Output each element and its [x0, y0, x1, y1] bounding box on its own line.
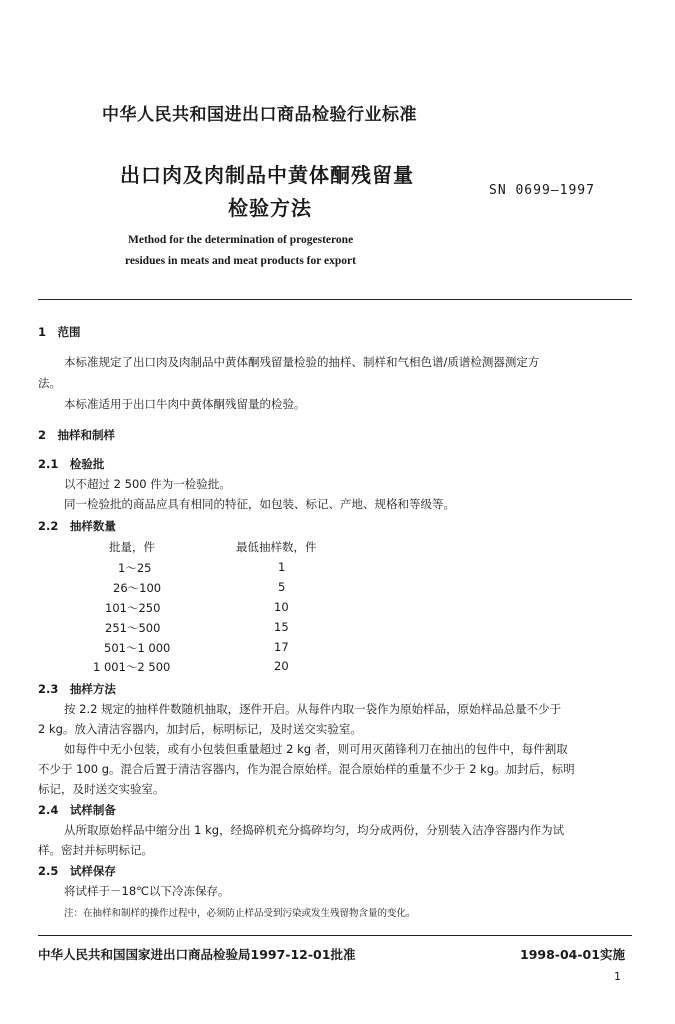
standard-number: SN 0699—1997 [489, 183, 595, 198]
section-2-5-heading: 2.5 试样保存 [38, 864, 116, 878]
page-number: 1 [614, 970, 621, 983]
doc-title-line2: 检验方法 [228, 196, 312, 220]
section-1-heading: 1 范围 [38, 325, 81, 339]
section-2-4-para1-cont: 样。密封并标明标记。 [38, 843, 153, 857]
section-2-heading: 2 抽样和制样 [38, 428, 116, 442]
table-lot-cell: 1 001～2 500 [93, 660, 171, 674]
section-2-3-para1-cont: 2 kg。放入清洁容器内，加封后，标明标记，及时送交实验室。 [38, 722, 362, 736]
section-2-1-line1: 以不超过 2 500 件为一检验批。 [64, 477, 231, 491]
table-lot-cell: 501～1 000 [104, 641, 171, 655]
header-divider [38, 299, 632, 300]
footer-divider [38, 935, 632, 936]
section-2-3-para1: 按 2.2 规定的抽样件数随机抽取，逐件开启。从每件内取一袋作为原始样品，原始样品总量不少于 [64, 702, 562, 716]
table-min-cell: 5 [278, 580, 286, 594]
table-min-cell: 15 [274, 620, 289, 634]
table-min-cell: 17 [274, 640, 289, 654]
english-title-line2: residues in meats and meat products for export [125, 255, 356, 267]
table-min-cell: 10 [274, 600, 289, 614]
table-header-min: 最低抽样数，件 [236, 540, 317, 554]
section-2-3-para2-end: 标记，及时送交实验室。 [38, 782, 165, 796]
table-min-cell: 1 [278, 560, 286, 574]
section-2-4-para1: 从所取原始样品中缩分出 1 kg，经捣碎机充分捣碎均匀，均分成两份，分别装入洁净容器内作为试 [64, 823, 565, 837]
table-lot-cell: 1～25 [118, 561, 152, 575]
issuing-agency: 中华人民共和国进出口商品检验行业标准 [102, 105, 417, 125]
section-2-3-para2: 如每件中无小包装，或有小包装但重量超过 2 kg 者，则可用灭菌锋利刀在抽出的包件中，每件割取 [64, 742, 568, 756]
section-2-3-heading: 2.3 抽样方法 [38, 682, 116, 696]
section-1-para2: 本标准适用于出口牛肉中黄体酮残留量的检验。 [64, 397, 306, 411]
section-2-2-heading: 2.2 抽样数量 [38, 519, 116, 533]
footer-effective-date: 1998-04-01实施 [520, 947, 625, 962]
section-2-4-heading: 2.4 试样制备 [38, 803, 116, 817]
section-2-3-para2-cont: 不少于 100 g。混合后置于清洁容器内，作为混合原始样。混合原始样的重量不少于 2 kg。加封后，标明 [38, 762, 575, 776]
section-1-para1-cont: 法。 [38, 376, 61, 390]
table-lot-cell: 26～100 [113, 581, 162, 595]
section-2-5-para1: 将试样于－18℃以下冷冻保存。 [64, 884, 230, 898]
section-2-1-line2: 同一检验批的商品应具有相同的特征，如包装、标记、产地、规格和等级等。 [64, 497, 455, 511]
table-lot-cell: 251～500 [105, 621, 161, 635]
table-header-lot: 批量，件 [109, 540, 155, 554]
doc-title-line1: 出口肉及肉制品中黄体酮残留量 [120, 163, 414, 187]
footer-issuer: 中华人民共和国国家进出口商品检验局1997-12-01批准 [38, 947, 356, 962]
table-lot-cell: 101～250 [105, 601, 161, 615]
section-2-5-note: 注：在抽样和制样的操作过程中，必须防止样品受到污染或发生残留物含量的变化。 [64, 908, 416, 919]
table-min-cell: 20 [274, 659, 289, 673]
section-1-para1: 本标准规定了出口肉及肉制品中黄体酮残留量检验的抽样、制样和气相色谱/质谱检测器测定方 [64, 355, 540, 369]
english-title-line1: Method for the determination of progesterone [128, 234, 354, 246]
section-2-1-heading: 2.1 检验批 [38, 457, 105, 471]
